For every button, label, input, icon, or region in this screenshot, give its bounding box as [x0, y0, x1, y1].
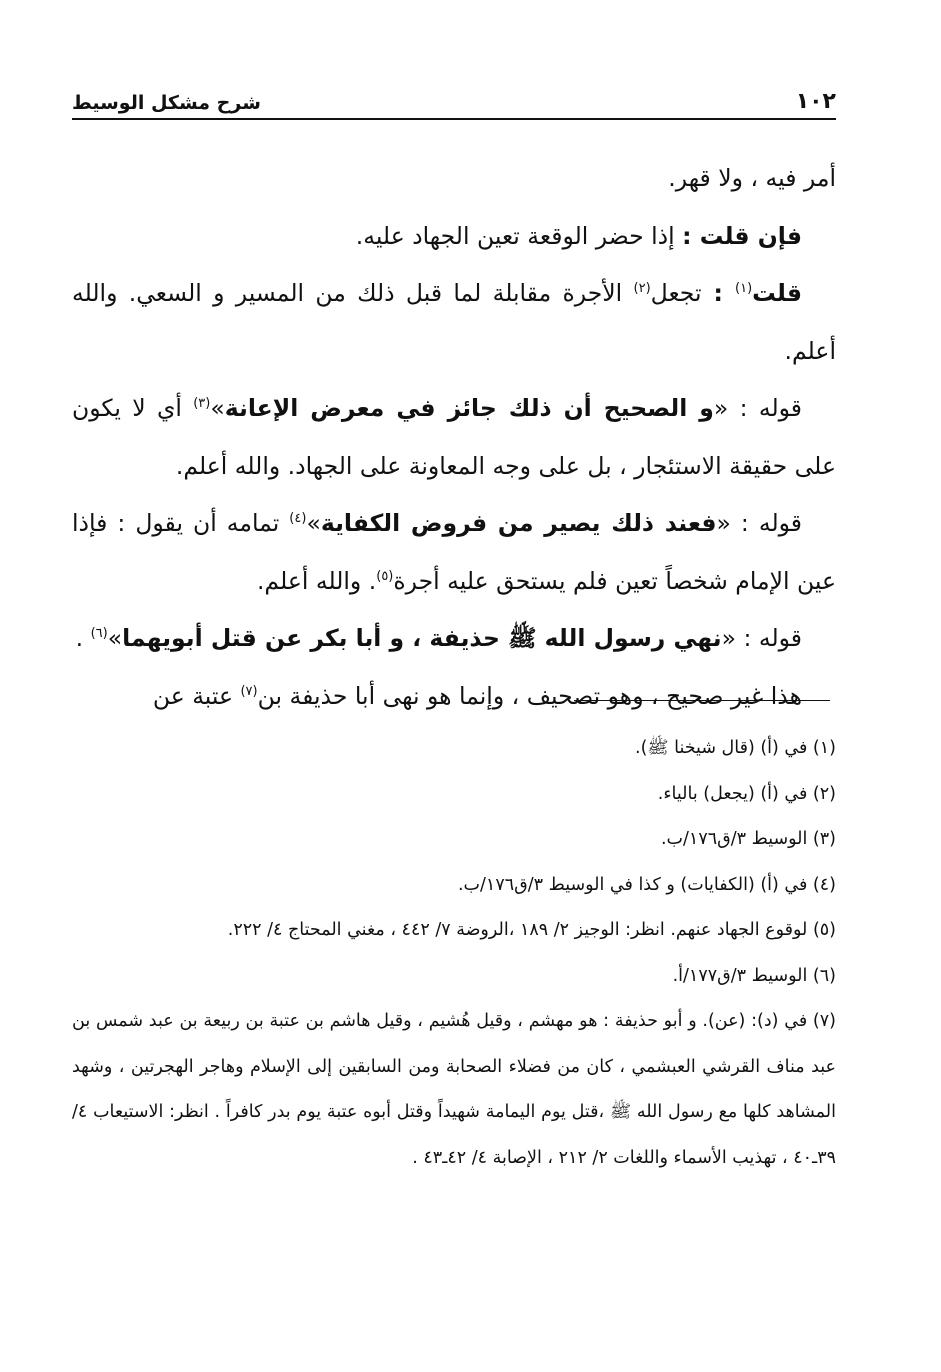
footnote-ref-1: (١)	[735, 281, 753, 297]
paragraph-5-close: »	[306, 509, 321, 537]
paragraph-4-text: أي لا يكون على حقيقة الاستئجار ، بل على وجه المعاونة على الجهاد. والله أعلم.	[72, 394, 836, 480]
paragraph-4-lead: قوله : «	[713, 394, 802, 422]
paragraph-5-quote: فعند ذلك يصير من فروض الكفاية	[320, 509, 717, 537]
paragraph-2-text: إذا حضر الوقعة تعين الجهاد عليه.	[355, 221, 683, 250]
paragraph-5-lead: قوله : «	[716, 509, 802, 537]
paragraph-7-end: عتبة عن	[152, 681, 241, 710]
paragraph-4-quote: و الصحيح أن ذلك جائز في معرض الإعانة	[224, 394, 714, 422]
paragraph-5	[72, 495, 836, 610]
footnote-5: (٥) لوقوع الجهاد عنهم. انظر: الوجيز ٢/ ١٨٩ ،الروضة ٧/ ٤٤٢ ، مغني المحتاج ٤/ ٢٢٢.	[227, 920, 836, 940]
paragraph-3	[72, 265, 836, 380]
paragraph-2	[72, 208, 836, 266]
paragraph-5-text: تمامه أن يقول : فإذا عين الإمام شخصاً تعين فلم يستحق عليه أجرة	[72, 509, 836, 595]
paragraph-3-text: الأجرة مقابلة لما قبل ذلك من المسير و السعي. والله أعلم.	[72, 279, 836, 365]
paragraph-4	[72, 380, 836, 495]
footnote-4: (٤) في (أ) (الكفايات) و كذا في الوسيط ٣/ق١٧٦/ب.	[457, 874, 836, 895]
main-text	[72, 150, 836, 725]
paragraph-3-word: تجعل	[650, 279, 702, 307]
running-title: شرح مشكل الوسيط	[72, 92, 261, 114]
paragraph-6-end: .	[75, 624, 91, 652]
paragraph-1	[72, 150, 836, 208]
page-header	[72, 88, 836, 120]
footnote-ref-6: (٦)	[90, 626, 108, 642]
paragraph-2-lead: فإن قلت :	[682, 221, 802, 250]
footnote-6: (٦) الوسيط ٣/ق١٧٧/أ.	[672, 965, 836, 986]
footnote-separator	[574, 700, 830, 701]
paragraph-6-lead: قوله : «	[721, 624, 802, 652]
paragraph-6-close: »	[107, 624, 123, 652]
footnote-1: (١) في (أ) (قال شيخنا ﷺ).	[635, 738, 836, 758]
footnote-2: (٢) في (أ) (يجعل) بالياء.	[657, 783, 836, 804]
footnotes	[72, 726, 836, 1181]
paragraph-6-quote: نهي رسول الله ﷺ حذيفة ، و أبا بكر عن قتل أبويهما	[122, 624, 722, 652]
page-number: ١٠٢	[795, 89, 836, 114]
paragraph-5-end: . والله أعلم.	[256, 566, 377, 595]
paragraph-7-text: هذا غير صحيح ، وهو تصحيف ، وإنما هو نهى أبا حذيفة بن	[257, 681, 802, 710]
footnote-ref-4: (٤)	[289, 511, 307, 527]
footnote-ref-5: (٥)	[376, 568, 394, 584]
paragraph-6	[72, 610, 836, 668]
footnote-7: (٧) في (د): (عن). و أبو حذيفة : هو مهشم ، وقيل هُشيم ، وقيل هاشم بن عتبة بن ربيعة بن عبد شمس بن عبد مناف القرشي العبشمي ، كان من فضلاء الصحابة ومن السابقين إلى الإسلام وهاجر الهجرتين ، وشهد المشاهد كلها مع رسول الله ﷺ ،قتل يوم اليمامة شهيداً وقتل أبوه عتبة يوم بدر كافراً . انظر: الاستيعاب ٤/ ٣٩ـ٤٠ ، تهذيب الأسماء واللغات ٢/ ٢١٢ ، الإصابة ٤/ ٤٢ـ٤٣ .	[72, 1011, 836, 1168]
footnote-ref-3: (٣)	[193, 396, 211, 412]
paragraph-4-close: »	[210, 394, 225, 422]
paragraph-7	[72, 668, 836, 726]
footnote-ref-2: (٢)	[633, 281, 651, 297]
paragraph-3-colon: :	[701, 279, 735, 307]
footnote-ref-7: (٧)	[240, 683, 258, 699]
paragraph-1-text: أمر فيه ، ولا قهر.	[668, 164, 836, 192]
paragraph-3-lead: قلت	[752, 279, 802, 307]
footnote-3: (٣) الوسيط ٣/ق١٧٦/ب.	[660, 829, 836, 849]
